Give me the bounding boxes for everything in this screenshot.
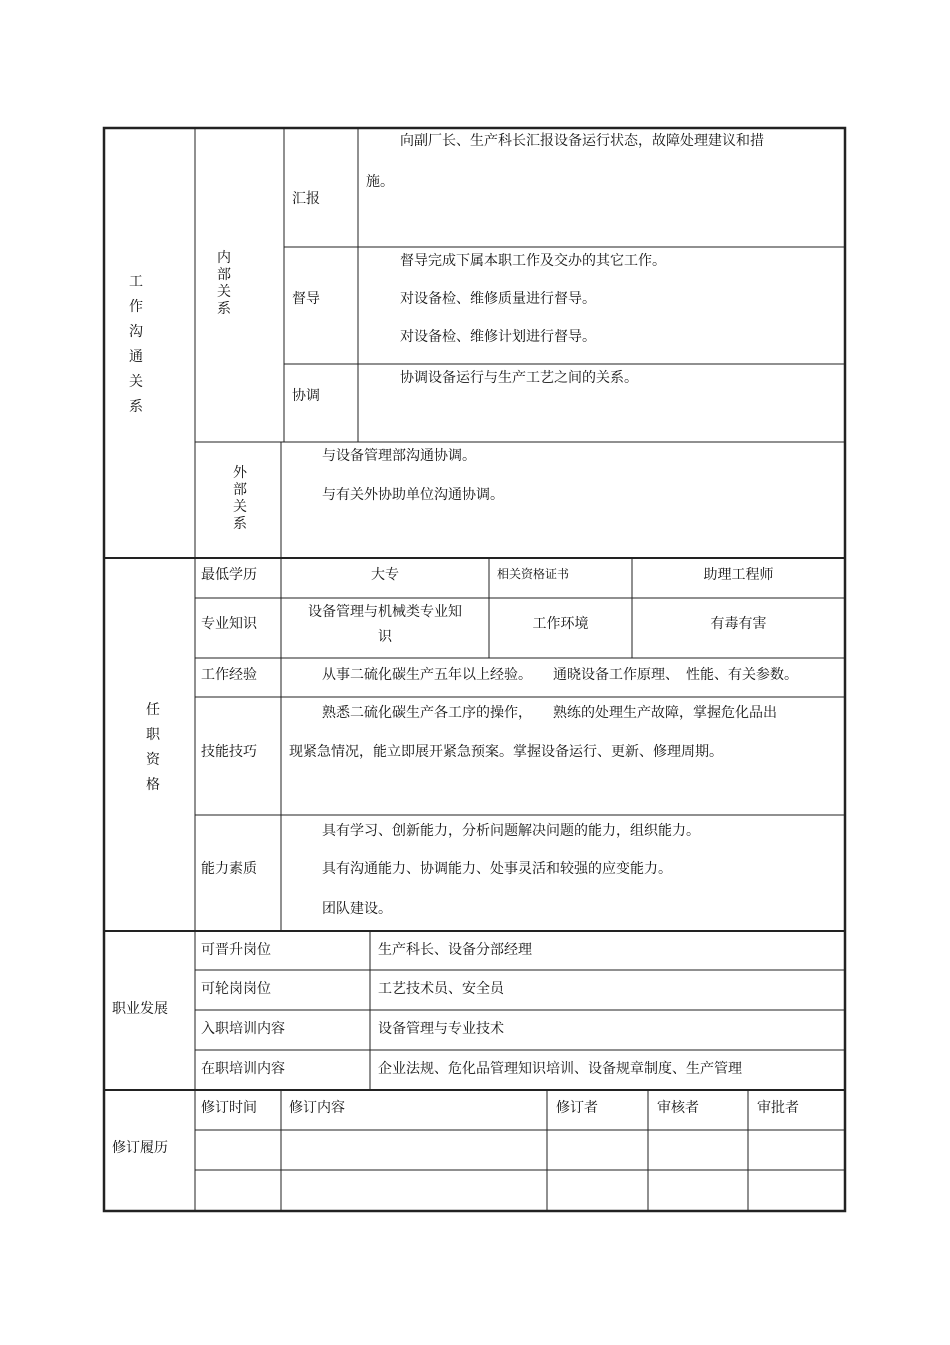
revision-header-reviewer: 审核者 xyxy=(657,1100,699,1116)
supervise-line: 督导完成下属本职工作及交办的其它工作。 xyxy=(400,253,666,269)
supervise-label: 督导 xyxy=(292,291,320,307)
knowledge-value-line: 识 xyxy=(378,629,392,645)
ability-label: 能力素质 xyxy=(201,861,257,877)
external-line: 与设备管理部沟通协调。 xyxy=(322,448,476,464)
career-row-value: 设备管理与专业技术 xyxy=(378,1021,504,1037)
career-row-label: 在职培训内容 xyxy=(201,1061,285,1077)
education-value: 大专 xyxy=(371,567,399,583)
revision-header-reviser: 修订者 xyxy=(556,1100,598,1116)
certificate-value: 助理工程师 xyxy=(703,567,774,583)
external-line: 与有关外协助单位沟通协调。 xyxy=(322,487,504,503)
revision-section-label: 修订履历 xyxy=(112,1140,168,1156)
supervise-line: 对设备检、维修质量进行督导。 xyxy=(400,291,596,307)
revision-header-time: 修订时间 xyxy=(201,1100,257,1116)
skills-line: 熟悉二硫化碳生产各工序的操作， 熟练的处理生产故障，掌握危化品出 xyxy=(322,705,777,721)
career-row-value: 企业法规、危化品管理知识培训、设备规章制度、生产管理 xyxy=(378,1061,742,1077)
certificate-label: 相关资格证书 xyxy=(497,567,570,581)
career-row-label: 入职培训内容 xyxy=(201,1021,285,1037)
ability-line: 具有沟通能力、协调能力、处事灵活和较强的应变能力。 xyxy=(322,861,672,877)
report-label: 汇报 xyxy=(292,191,320,207)
environment-value: 有毒有害 xyxy=(710,616,767,632)
report-line: 施。 xyxy=(366,174,394,190)
experience-value: 从事二硫化碳生产五年以上经验。 通晓设备工作原理、 性能、有关参数。 xyxy=(322,667,798,683)
career-row-label: 可轮岗岗位 xyxy=(201,981,271,997)
knowledge-label: 专业知识 xyxy=(201,616,257,632)
skills-line: 现紧急情况，能立即展开紧急预案。掌握设备运行、更新、修理周期。 xyxy=(289,744,723,760)
environment-label: 工作环境 xyxy=(532,616,589,632)
experience-label: 工作经验 xyxy=(201,667,257,683)
coordinate-line: 协调设备运行与生产工艺之间的关系。 xyxy=(400,370,638,386)
report-line: 向副厂长、生产科长汇报设备运行状态，故障处理建议和措 xyxy=(400,133,764,149)
education-label: 最低学历 xyxy=(201,567,257,583)
career-row-value: 工艺技术员、安全员 xyxy=(378,981,504,997)
ability-line: 具有学习、创新能力，分析问题解决问题的能力，组织能力。 xyxy=(322,823,700,839)
revision-header-approver: 审批者 xyxy=(757,1100,799,1116)
career-row-label: 可晋升岗位 xyxy=(201,942,271,958)
supervise-line: 对设备检、维修计划进行督导。 xyxy=(400,329,596,345)
external-relations-label: 外部关系 xyxy=(233,465,247,532)
coordinate-label: 协调 xyxy=(292,388,320,404)
career-row-value: 生产科长、设备分部经理 xyxy=(378,942,532,958)
communication-section-label: 工作沟通关系 xyxy=(129,274,143,415)
internal-relations-label: 内部关系 xyxy=(217,250,231,317)
revision-header-content: 修订内容 xyxy=(289,1100,345,1116)
qualification-section-label: 任职资格 xyxy=(146,702,160,793)
ability-line: 团队建设。 xyxy=(322,901,392,917)
skills-label: 技能技巧 xyxy=(201,744,257,760)
knowledge-value-line: 设备管理与机械类专业知 xyxy=(308,604,462,620)
career-section-label: 职业发展 xyxy=(112,1001,168,1017)
